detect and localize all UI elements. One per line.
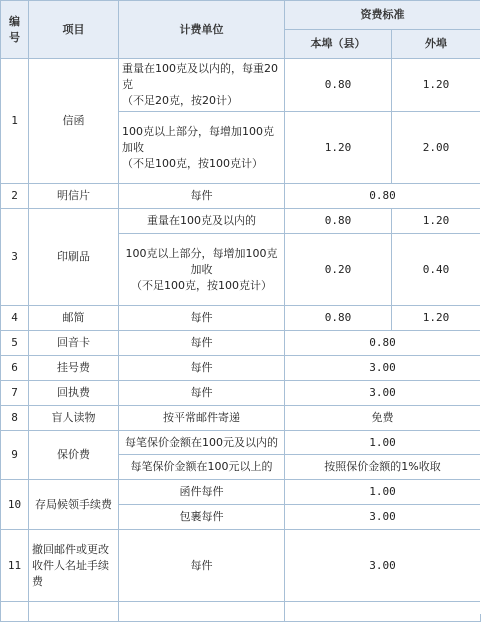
table-row — [1, 431, 481, 455]
row-local-fee: 0.20 — [285, 234, 392, 306]
row-no: 6 — [1, 356, 29, 381]
row-item: 明信片 — [29, 184, 119, 209]
row-fee: 3.00 — [285, 381, 481, 406]
row-no: 9 — [1, 431, 29, 480]
table-row — [1, 209, 481, 234]
row-remote-fee: 1.20 — [392, 59, 481, 112]
row-fee: 免费 — [285, 406, 481, 431]
row-local-fee: 0.80 — [285, 306, 392, 331]
row-unit: 重量在100克及以内的 — [119, 209, 285, 234]
row-no: 11 — [1, 530, 29, 602]
row-local-fee: 0.80 — [285, 209, 392, 234]
row-item: 印刷品 — [29, 209, 119, 306]
row-remote-fee: 0.40 — [392, 234, 481, 306]
header-unit: 计费单位 — [119, 1, 285, 59]
row-item: 盲人读物 — [29, 406, 119, 431]
row-item: 保价费 — [29, 431, 119, 480]
table-row — [1, 59, 481, 112]
row-item: 邮简 — [29, 306, 119, 331]
row-unit: 按平常邮件寄递 — [119, 406, 285, 431]
row-no: 4 — [1, 306, 29, 331]
table-row — [1, 602, 481, 622]
row-unit: 每笔保价金额在100元以上的 — [119, 455, 285, 480]
row-remote-fee: 1.20 — [392, 209, 481, 234]
row-item: 信函 — [29, 59, 119, 184]
header-local: 本埠（县） — [285, 30, 392, 59]
row-fee: 1.00 — [285, 480, 481, 505]
row-fee — [285, 602, 481, 622]
row-unit: 每笔保价金额在100元及以内的 — [119, 431, 285, 455]
row-local-fee: 1.20 — [285, 112, 392, 184]
row-no: 7 — [1, 381, 29, 406]
table-row — [1, 306, 481, 331]
row-remote-fee: 1.20 — [392, 306, 481, 331]
row-unit: 每件 — [119, 331, 285, 356]
row-no: 5 — [1, 331, 29, 356]
row-unit: 包裹每件 — [119, 505, 285, 530]
header-remote: 外埠 — [392, 30, 481, 59]
table-row — [1, 480, 481, 505]
table-row — [1, 331, 481, 356]
row-fee: 0.80 — [285, 184, 481, 209]
row-fee: 1.00 — [285, 431, 481, 455]
table-row — [1, 530, 481, 602]
row-remote-fee: 2.00 — [392, 112, 481, 184]
row-item: 挂号费 — [29, 356, 119, 381]
row-no: 3 — [1, 209, 29, 306]
row-item — [29, 602, 119, 622]
row-unit: 100克以上部分，每增加100克加收 （不足100克，按100克计） — [119, 112, 285, 184]
page-margin — [480, 0, 500, 614]
row-unit: 每件 — [119, 356, 285, 381]
row-unit: 每件 — [119, 306, 285, 331]
row-fee: 3.00 — [285, 530, 481, 602]
row-item: 存局候领手续费 — [29, 480, 119, 530]
row-unit: 每件 — [119, 184, 285, 209]
row-local-fee: 0.80 — [285, 59, 392, 112]
header-no: 编号 — [1, 1, 29, 59]
row-unit: 函件每件 — [119, 480, 285, 505]
row-unit — [119, 602, 285, 622]
table-row — [1, 356, 481, 381]
row-unit: 100克以上部分，每增加100克加收 （不足100克，按100克计） — [119, 234, 285, 306]
row-item: 回执费 — [29, 381, 119, 406]
row-fee: 0.80 — [285, 331, 481, 356]
row-unit: 每件 — [119, 530, 285, 602]
row-fee: 3.00 — [285, 356, 481, 381]
row-item: 回音卡 — [29, 331, 119, 356]
table-row — [1, 406, 481, 431]
row-no — [1, 602, 29, 622]
header-tariff: 资费标准 — [285, 1, 481, 30]
row-no: 8 — [1, 406, 29, 431]
row-unit: 重量在100克及以内的，每重20克 （不足20克，按20计） — [119, 59, 285, 112]
row-no: 1 — [1, 59, 29, 184]
table-row — [1, 184, 481, 209]
row-no: 2 — [1, 184, 29, 209]
row-fee: 3.00 — [285, 505, 481, 530]
row-item: 撤回邮件或更改收件人名址手续费 — [29, 530, 119, 602]
row-no: 10 — [1, 480, 29, 530]
header-item: 项目 — [29, 1, 119, 59]
row-unit: 每件 — [119, 381, 285, 406]
table-row — [1, 381, 481, 406]
row-fee: 按照保价金额的1%收取 — [285, 455, 481, 480]
